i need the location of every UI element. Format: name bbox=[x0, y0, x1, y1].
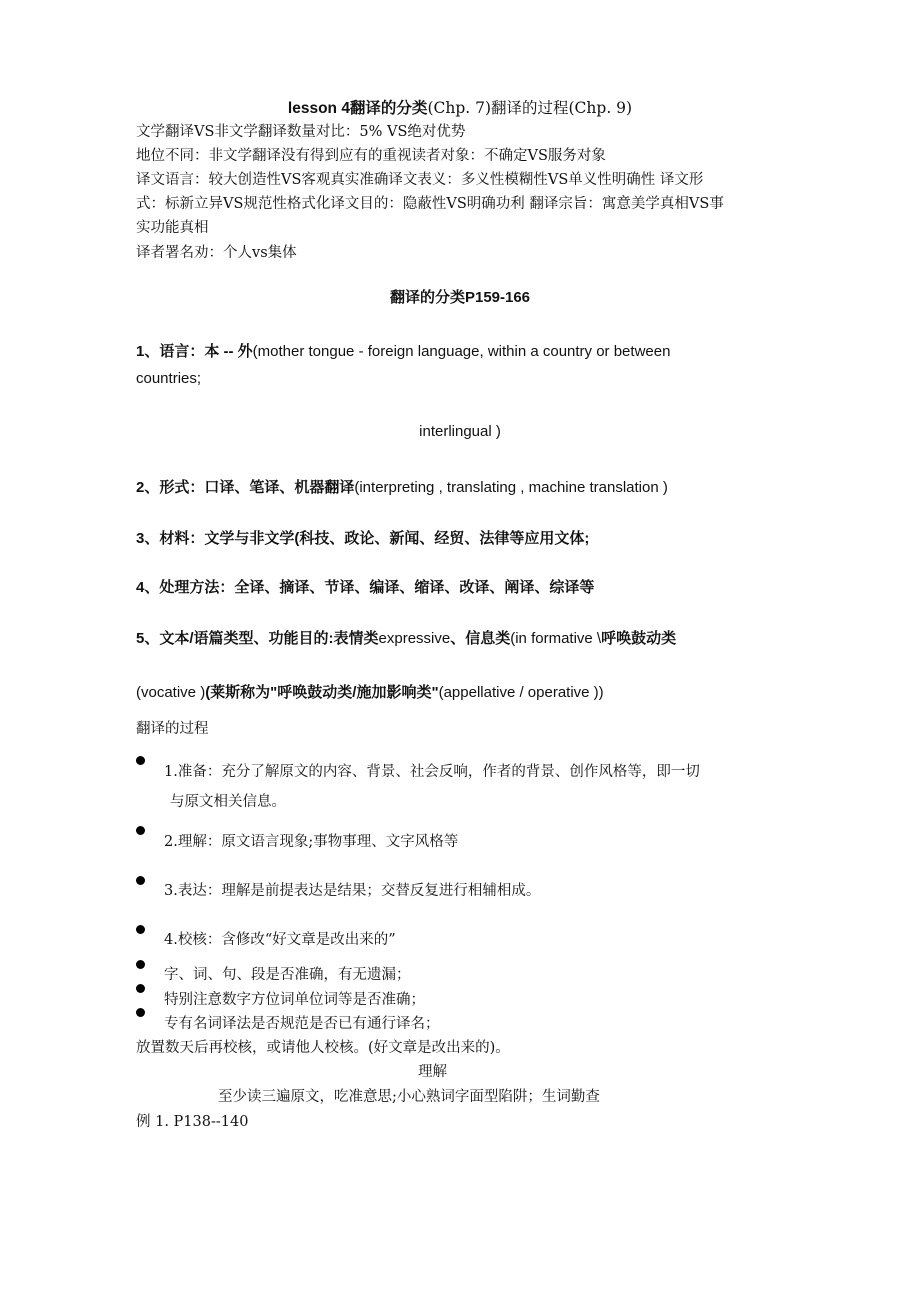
bullet-icon bbox=[136, 984, 145, 993]
understanding-example: 例 1. P138--140 bbox=[136, 1114, 249, 1130]
category-language-line2: countries; bbox=[136, 370, 202, 387]
category-language-line3: interlingual ) bbox=[419, 423, 501, 440]
understanding-heading: 理解 bbox=[418, 1064, 447, 1080]
process-after: 放置数天后再校核，或请他人校核。(好文章是改出来的)。 bbox=[136, 1040, 510, 1056]
page-title bbox=[0, 96, 920, 118]
process-step-prepare: 1.准备：充分了解原文的内容、背景、社会反响，作者的背景、创作风格等，即一切 bbox=[164, 764, 700, 780]
title-rest: (Chp. 7)翻译的过程(Chp. 9) bbox=[427, 99, 633, 117]
process-step-express: 3.表达：理解是前提表达是结果；交替反复进行相辅相成。 bbox=[164, 883, 541, 899]
bullet-icon bbox=[136, 960, 145, 969]
classification-heading: 翻译的分类P159-166 bbox=[389, 289, 531, 306]
intro-line-6: 译者署名劝：个人vs集体 bbox=[136, 245, 297, 261]
category-text-type bbox=[136, 627, 676, 648]
category-form-desc: (interpreting , translating , machine translation ) bbox=[354, 479, 668, 496]
process-step-prepare-line2: 与原文相关信息。 bbox=[170, 794, 286, 810]
category-language bbox=[136, 340, 670, 361]
intro-line-4: 式：标新立异VS规范性格式化译文目的：隐蔽性VS明确功利 翻译宗旨：寓意美学真相VS事 bbox=[136, 196, 724, 212]
bullet-icon bbox=[136, 876, 145, 885]
process-heading: 翻译的过程 bbox=[136, 721, 209, 737]
check-item-numbers: 特别注意数字方位词单位词等是否准确； bbox=[164, 992, 425, 1008]
intro-line-3: 译文语言：较大创造性VS客观真实准确译文表义：多义性模糊性VS单义性明确性 译文形 bbox=[136, 172, 704, 188]
check-item-accuracy: 字、词、句、段是否准确，有无遗漏； bbox=[164, 967, 411, 983]
text-type-label: 5、文本/语篇类型、功能目的:表情类 bbox=[136, 630, 379, 647]
text-type-vocative-cn: 呼唤鼓动类 bbox=[601, 630, 677, 647]
understanding-tip: 至少读三遍原文，吃准意思;小心熟词字面型陷阱；生词勤查 bbox=[218, 1089, 600, 1105]
text-type-informative: (in formative \ bbox=[510, 630, 602, 647]
text-type-reiss: (莱斯称为"呼唤鼓动类/施加影响类" bbox=[205, 684, 439, 701]
check-item-proper-nouns: 专有名词译法是否规范是否已有通行译名； bbox=[164, 1016, 440, 1032]
bullet-icon bbox=[136, 925, 145, 934]
category-form bbox=[136, 476, 668, 497]
text-type-vocative: (vocative ) bbox=[136, 684, 206, 701]
category-language-label: 1、语言：本 -- 外 bbox=[136, 343, 253, 360]
process-step-understand: 2.理解：原文语言现象;事物事理、文字风格等 bbox=[164, 834, 459, 850]
category-material: 3、材料：文学与非文学(科技、政论、新闻、经贸、法律等应用文体; bbox=[136, 530, 590, 547]
intro-line-5: 实功能真相 bbox=[136, 220, 209, 236]
bullet-icon bbox=[136, 826, 145, 835]
bullet-icon bbox=[136, 756, 145, 765]
category-form-label: 2、形式：口译、笔译、机器翻译 bbox=[136, 479, 355, 496]
process-step-check: 4.校核：含修改“好文章是改出来的” bbox=[164, 932, 396, 948]
title-bold: lesson 4翻译的分类 bbox=[287, 100, 428, 117]
text-type-info: 、信息类 bbox=[450, 630, 511, 647]
category-language-desc: (mother tongue - foreign language, within a country or between bbox=[252, 343, 671, 360]
bullet-icon bbox=[136, 1008, 145, 1017]
intro-line-1: 文学翻译VS非文学翻译数量对比：5% VS绝对优势 bbox=[136, 124, 466, 140]
text-type-expressive: expressive bbox=[378, 630, 451, 647]
text-type-appellative: (appellative / operative )) bbox=[438, 684, 604, 701]
category-text-type-line2 bbox=[136, 681, 604, 702]
intro-line-2: 地位不同：非文学翻译没有得到应有的重视读者对象：不确定VS服务对象 bbox=[136, 148, 606, 164]
category-method: 4、处理方法：全译、摘译、节译、编译、缩译、改译、阐译、综译等 bbox=[136, 579, 595, 596]
